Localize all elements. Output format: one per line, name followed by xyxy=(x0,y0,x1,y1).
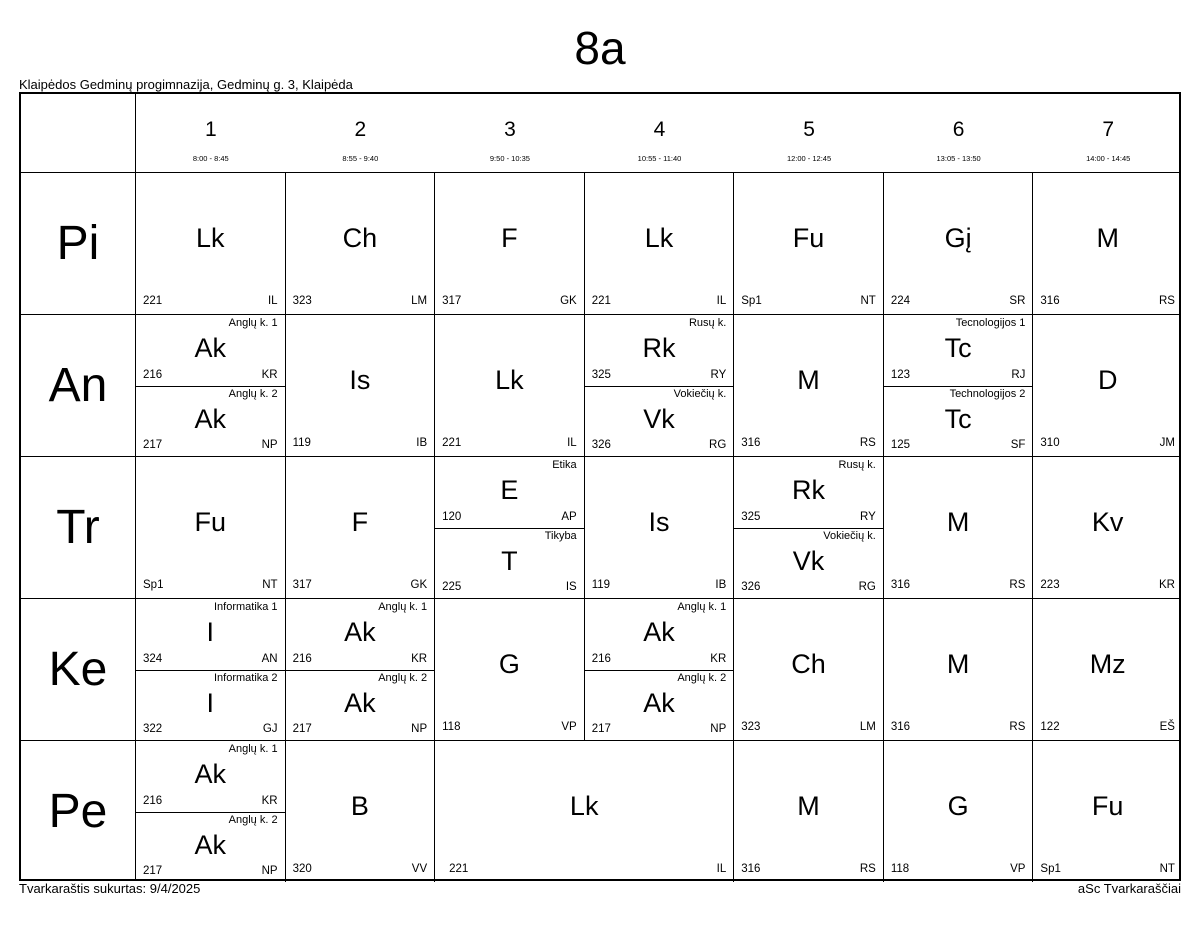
room-number: 119 xyxy=(591,579,611,591)
subject-name: Lk xyxy=(569,791,599,821)
subject-name: Gį xyxy=(944,223,972,253)
period-time: 10:55 - 11:40 xyxy=(637,154,682,163)
day-label-an: An xyxy=(48,359,108,412)
teacher-initials: NP xyxy=(261,439,278,451)
subject-name: Ak xyxy=(344,617,376,647)
room-number: 316 xyxy=(890,721,911,733)
lesson-card[interactable] xyxy=(1033,315,1182,456)
room-number: Sp1 xyxy=(741,295,762,307)
subject-name: Vk xyxy=(643,403,675,434)
subject-name: I xyxy=(206,687,215,718)
teacher-initials: RS xyxy=(859,863,876,875)
period-header xyxy=(286,94,436,173)
room-number: 120 xyxy=(442,510,462,523)
period-time: 12:00 - 12:45 xyxy=(786,154,832,163)
subject-name: Ch xyxy=(342,223,378,253)
room-number: 325 xyxy=(741,510,761,523)
group-name: Vokiečių k. xyxy=(823,529,876,542)
period-number: 7 xyxy=(1102,118,1115,141)
room-number: 216 xyxy=(591,652,611,665)
teacher-initials: AN xyxy=(261,652,278,665)
room-number: 324 xyxy=(143,652,163,665)
period-time: 9:50 - 10:35 xyxy=(489,154,530,163)
room-number: 323 xyxy=(741,721,761,733)
room-number: 224 xyxy=(890,295,911,307)
lesson-card[interactable] xyxy=(136,812,285,883)
teacher-initials: LM xyxy=(411,295,428,307)
teacher-initials: RY xyxy=(710,368,727,381)
subject-name: Is xyxy=(349,365,371,395)
room-number: Sp1 xyxy=(143,579,164,591)
lesson-card[interactable] xyxy=(734,599,883,740)
lesson-card[interactable] xyxy=(734,741,883,882)
teacher-initials: NP xyxy=(411,723,428,735)
lesson-card[interactable] xyxy=(136,315,285,386)
teacher-initials: RG xyxy=(858,581,876,593)
room-number: 217 xyxy=(143,439,163,451)
subject-name: G xyxy=(947,791,969,821)
subject-name: T xyxy=(501,545,518,576)
room-number: 217 xyxy=(292,723,312,735)
group-divider xyxy=(585,670,734,671)
lesson-card[interactable] xyxy=(286,315,435,456)
subject-name: M xyxy=(946,507,970,537)
teacher-initials: IL xyxy=(716,863,727,875)
room-number: 216 xyxy=(292,652,312,665)
group-divider xyxy=(734,528,883,529)
subject-name: Ak xyxy=(194,759,227,789)
lesson-card[interactable] xyxy=(435,528,584,599)
page-title: 8a xyxy=(574,22,626,74)
room-number: 123 xyxy=(890,368,911,381)
lesson-card[interactable] xyxy=(286,670,435,741)
day-label-pe: Pe xyxy=(48,785,108,838)
room-number: 125 xyxy=(890,439,911,451)
subject-name: Vk xyxy=(792,545,825,576)
lesson-card[interactable] xyxy=(286,173,435,314)
lesson-card[interactable] xyxy=(585,599,734,670)
subject-name: F xyxy=(501,223,518,253)
teacher-initials: AP xyxy=(561,510,577,523)
subject-name: Lk xyxy=(644,223,674,253)
group-name: Tikyba xyxy=(544,529,577,542)
teacher-initials: VP xyxy=(561,721,577,733)
lesson-card[interactable] xyxy=(435,173,584,314)
subject-name: Kv xyxy=(1091,507,1124,537)
lesson-card[interactable] xyxy=(136,457,285,598)
room-number: 221 xyxy=(442,437,462,449)
group-divider xyxy=(884,386,1033,387)
subject-name: Lk xyxy=(196,223,225,253)
lesson-card[interactable] xyxy=(1033,599,1182,740)
period-header xyxy=(435,94,585,173)
period-number: 4 xyxy=(653,118,666,141)
teacher-initials: VP xyxy=(1010,863,1026,875)
lesson-card[interactable] xyxy=(884,386,1033,457)
subject-name: Rk xyxy=(792,475,826,505)
room-number: 326 xyxy=(741,581,761,593)
period-number: 6 xyxy=(952,118,965,141)
period-number: 2 xyxy=(354,118,367,141)
subject-name: Ak xyxy=(194,829,227,860)
teacher-initials: KR xyxy=(261,794,278,807)
room-number: 317 xyxy=(442,295,462,307)
subject-name: Is xyxy=(648,507,670,537)
teacher-initials: KR xyxy=(1158,579,1175,591)
group-divider xyxy=(286,670,435,671)
group-divider xyxy=(136,670,285,671)
teacher-initials: LM xyxy=(859,721,876,733)
period-number: 1 xyxy=(204,118,217,141)
teacher-initials: JM xyxy=(1159,437,1175,449)
teacher-initials: NP xyxy=(261,865,278,877)
room-number: 223 xyxy=(1040,579,1060,591)
subject-name: Ak xyxy=(194,333,227,363)
period-time: 8:55 - 9:40 xyxy=(342,154,379,163)
group-name: Etika xyxy=(552,459,577,471)
room-number: 323 xyxy=(292,295,312,307)
teacher-initials: RS xyxy=(1009,721,1026,733)
day-label-ke: Ke xyxy=(48,643,108,696)
teacher-initials: NT xyxy=(262,579,278,591)
group-divider xyxy=(585,386,734,387)
lesson-card[interactable] xyxy=(734,528,883,599)
period-header xyxy=(734,94,884,173)
teacher-initials: NP xyxy=(710,723,727,735)
lesson-card[interactable] xyxy=(884,599,1033,740)
subject-name: Ak xyxy=(643,617,675,647)
lesson-card[interactable] xyxy=(884,173,1033,314)
room-number: 221 xyxy=(143,295,163,307)
subject-name: Fu xyxy=(792,223,825,253)
room-number: 216 xyxy=(143,368,163,381)
lesson-card[interactable] xyxy=(884,457,1033,598)
lesson-card[interactable] xyxy=(286,741,435,882)
group-name: Rusų k. xyxy=(688,317,727,329)
teacher-initials: KR xyxy=(411,652,428,665)
teacher-initials: NT xyxy=(860,295,876,307)
group-divider xyxy=(136,386,285,387)
teacher-initials: IB xyxy=(715,579,727,591)
group-name: Anglų k. 2 xyxy=(228,813,278,826)
subject-name: Rk xyxy=(642,333,676,363)
group-name: Anglų k. 2 xyxy=(677,671,727,684)
period-number: 5 xyxy=(803,118,815,141)
teacher-initials: KR xyxy=(261,368,278,381)
lesson-card[interactable] xyxy=(435,315,584,456)
lesson-card[interactable] xyxy=(136,599,285,670)
group-name: Technologijos 2 xyxy=(949,387,1026,400)
room-number: 122 xyxy=(1040,721,1060,733)
lesson-card[interactable] xyxy=(585,670,734,741)
lesson-card[interactable] xyxy=(734,173,883,314)
subject-name: Fu xyxy=(1091,791,1124,821)
room-number: 225 xyxy=(442,581,462,593)
teacher-initials: GK xyxy=(410,579,428,591)
group-name: Anglų k. 2 xyxy=(228,387,278,400)
room-number: 316 xyxy=(741,863,761,875)
room-number: 118 xyxy=(890,863,910,875)
timetable-grid xyxy=(19,92,1181,881)
school-name: Klaipėdos Gedminų progimnazija, Gedminų g. 3, Klaipėda xyxy=(19,77,353,92)
teacher-initials: SR xyxy=(1009,295,1026,307)
subject-name: I xyxy=(206,617,215,647)
subject-name: M xyxy=(797,365,820,395)
group-name: Anglų k. 1 xyxy=(677,601,727,613)
lesson-card[interactable] xyxy=(136,670,285,741)
room-number: 216 xyxy=(143,794,163,807)
subject-name: M xyxy=(797,791,820,821)
teacher-initials: RG xyxy=(709,439,727,451)
teacher-initials: RS xyxy=(859,437,876,449)
created-date: Tvarkaraštis sukurtas: 9/4/2025 xyxy=(19,881,201,896)
lesson-card[interactable] xyxy=(734,457,883,528)
subject-name: Lk xyxy=(495,365,524,395)
teacher-initials: EŠ xyxy=(1159,721,1175,733)
group-name: Anglų k. 2 xyxy=(378,671,428,684)
room-number: 322 xyxy=(143,723,163,735)
room-number: 221 xyxy=(591,295,611,307)
room-number: 217 xyxy=(143,865,163,877)
room-number: 325 xyxy=(591,368,611,381)
subject-name: Tc xyxy=(944,333,972,363)
room-number: 317 xyxy=(292,579,312,591)
teacher-initials: IL xyxy=(716,295,727,307)
group-divider xyxy=(136,812,285,813)
subject-name: B xyxy=(350,791,369,821)
room-number: 316 xyxy=(1040,295,1060,307)
subject-name: M xyxy=(1096,223,1119,253)
subject-name: Fu xyxy=(194,507,227,537)
subject-name: F xyxy=(351,507,369,537)
room-number: 118 xyxy=(442,721,461,733)
period-header xyxy=(1033,94,1183,173)
teacher-initials: IL xyxy=(267,295,278,307)
room-number: 221 xyxy=(449,863,469,875)
teacher-initials: IL xyxy=(567,437,577,449)
lesson-card[interactable] xyxy=(884,315,1033,386)
teacher-initials: IB xyxy=(416,437,428,449)
group-name: Informatika 2 xyxy=(213,671,278,684)
brand-label: aSc Tvarkaraščiai xyxy=(1077,881,1181,896)
lesson-card[interactable] xyxy=(585,173,734,314)
lesson-card[interactable] xyxy=(884,741,1033,882)
subject-name: M xyxy=(946,649,970,679)
teacher-initials: RY xyxy=(860,510,876,523)
period-time: 8:00 - 8:45 xyxy=(192,154,229,163)
teacher-initials: GK xyxy=(560,295,577,307)
subject-name: E xyxy=(500,475,519,505)
room-number: Sp1 xyxy=(1040,863,1061,875)
group-name: Rusų k. xyxy=(838,459,876,471)
teacher-initials: KR xyxy=(710,652,727,665)
lesson-card[interactable] xyxy=(1033,173,1182,314)
subject-name: Ak xyxy=(344,687,376,718)
lesson-card[interactable] xyxy=(286,457,435,598)
subject-name: Ch xyxy=(791,649,826,679)
subject-name: D xyxy=(1097,365,1118,395)
group-name: Informatika 1 xyxy=(213,601,278,613)
period-number: 3 xyxy=(504,118,516,141)
teacher-initials: SF xyxy=(1010,439,1026,451)
lesson-card[interactable] xyxy=(435,741,733,882)
teacher-initials: RS xyxy=(1009,579,1026,591)
period-header xyxy=(136,94,286,173)
lesson-card[interactable] xyxy=(136,741,285,812)
teacher-initials: GJ xyxy=(262,723,278,735)
subject-name: Tc xyxy=(944,403,972,434)
lesson-card[interactable] xyxy=(1033,457,1182,598)
room-number: 310 xyxy=(1040,437,1060,449)
room-number: 320 xyxy=(292,863,312,875)
lesson-card[interactable] xyxy=(585,457,734,598)
period-header xyxy=(884,94,1034,173)
group-name: Vokiečių k. xyxy=(673,387,727,400)
subject-name: Ak xyxy=(194,403,227,434)
lesson-card[interactable] xyxy=(1033,741,1182,882)
group-name: Anglų k. 1 xyxy=(228,743,278,755)
lesson-card[interactable] xyxy=(734,315,883,456)
teacher-initials: RJ xyxy=(1011,368,1026,381)
lesson-card[interactable] xyxy=(136,173,285,314)
group-divider xyxy=(435,528,584,529)
lesson-card[interactable] xyxy=(585,315,734,386)
room-number: 217 xyxy=(591,723,611,735)
subject-name: Mz xyxy=(1089,649,1126,679)
period-header xyxy=(585,94,735,173)
teacher-initials: IS xyxy=(565,581,577,593)
room-number: 119 xyxy=(292,437,311,449)
group-name: Tecnologijos 1 xyxy=(955,317,1026,329)
teacher-initials: VV xyxy=(411,863,428,875)
subject-name: G xyxy=(498,649,520,679)
lesson-card[interactable] xyxy=(435,599,584,740)
period-time: 14:00 - 14:45 xyxy=(1086,154,1131,163)
subject-name: Ak xyxy=(643,687,675,718)
lesson-card[interactable] xyxy=(435,457,584,528)
teacher-initials: NT xyxy=(1159,863,1175,875)
teacher-initials: RS xyxy=(1158,295,1175,307)
day-label-pi: Pi xyxy=(56,217,100,270)
period-time: 13:05 - 13:50 xyxy=(936,154,981,163)
lesson-card[interactable] xyxy=(136,386,285,457)
room-number: 316 xyxy=(890,579,911,591)
lesson-card[interactable] xyxy=(286,599,435,670)
room-number: 326 xyxy=(591,439,611,451)
group-name: Anglų k. 1 xyxy=(228,317,278,329)
day-label-tr: Tr xyxy=(56,501,100,554)
lesson-card[interactable] xyxy=(585,386,734,457)
group-name: Anglų k. 1 xyxy=(378,601,428,613)
room-number: 316 xyxy=(741,437,761,449)
